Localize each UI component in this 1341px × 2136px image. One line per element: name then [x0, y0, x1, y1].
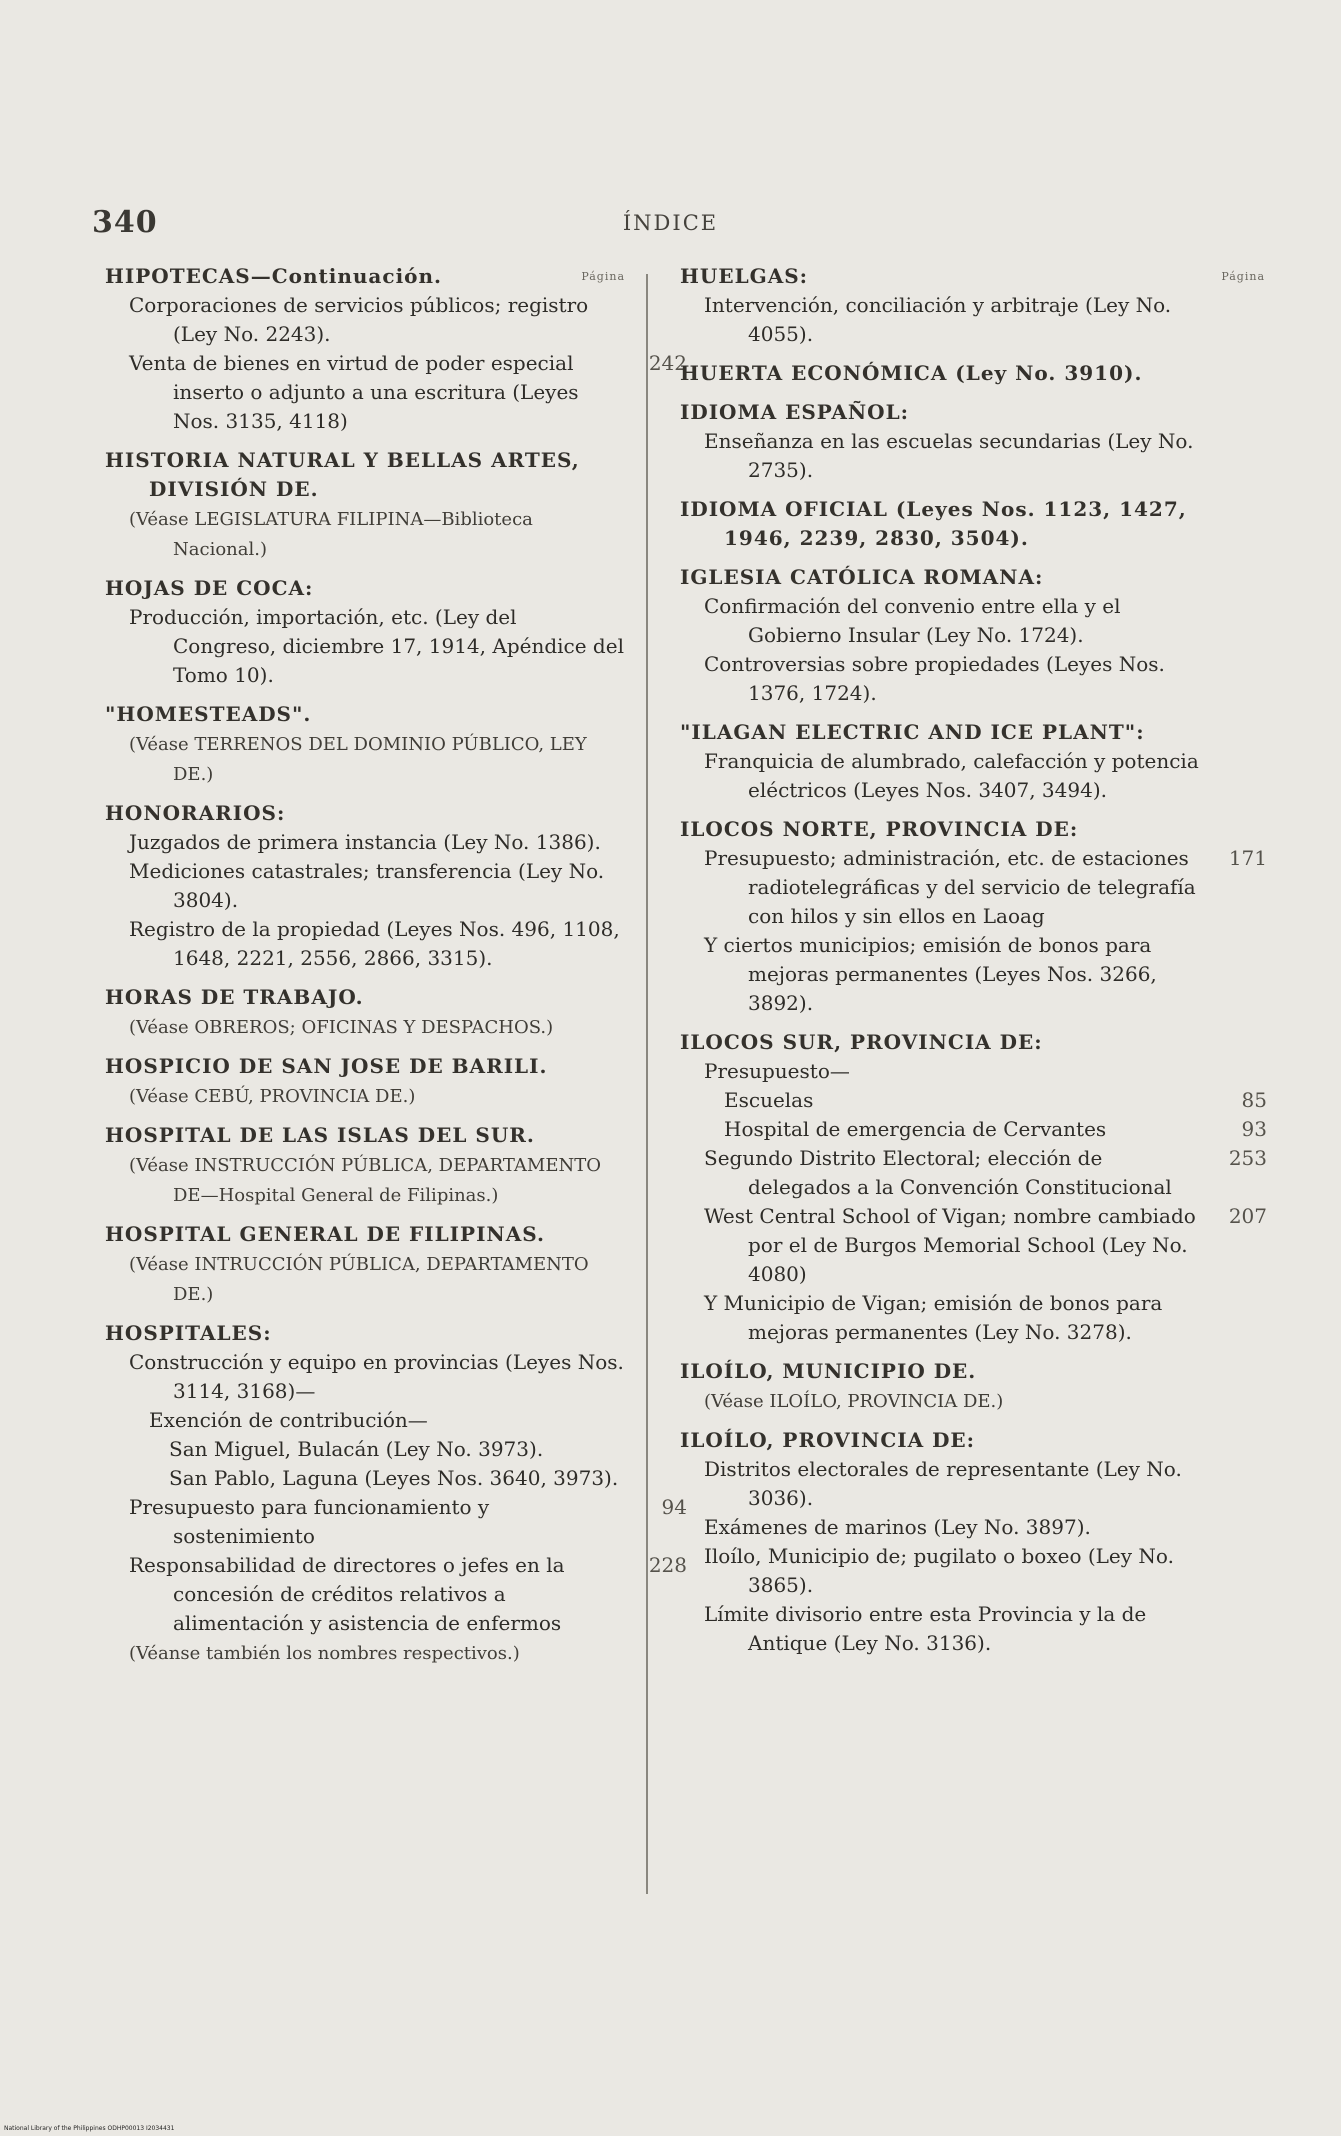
index-entry	[105, 700, 625, 789]
entry-subline	[105, 915, 625, 973]
index-entry	[105, 446, 625, 564]
see-reference	[105, 729, 625, 789]
subline-text: Intervención, conciliación y arbitraje (Ley No. 4055).	[704, 293, 1172, 346]
entry-subline	[105, 1464, 625, 1493]
entry-subline	[105, 857, 625, 915]
subline-text: Exámenes de marinos (Ley No. 3897).	[704, 1515, 1091, 1539]
index-entry	[680, 1028, 1267, 1347]
entry-subline	[680, 427, 1205, 485]
page-reference: 207	[1228, 1204, 1267, 1228]
entry-heading: ILOÍLO, MUNICIPIO DE.	[680, 1359, 977, 1383]
subline-text: Escuelas	[724, 1088, 814, 1112]
footer-credit: National Library of the Philippines ODHP00013 I2034431	[4, 2125, 175, 2132]
index-entry	[680, 1426, 1205, 1658]
entry-heading: HOSPITAL GENERAL DE FILIPINAS.	[105, 1222, 545, 1246]
index-entry	[105, 262, 687, 436]
page-reference: 94	[661, 1495, 687, 1519]
entry-heading: ILOCOS NORTE, PROVINCIA DE:	[680, 817, 1079, 841]
entry-heading: "HOMESTEADS".	[105, 702, 312, 726]
see-reference	[105, 504, 625, 564]
page-reference: 93	[1241, 1117, 1267, 1141]
subline-text: Límite divisorio entre esta Provincia y la de Antique (Ley No. 3136).	[704, 1602, 1147, 1655]
index-entry	[680, 398, 1205, 485]
entry-heading: IDIOMA ESPAÑOL:	[680, 400, 910, 424]
entry-heading: HOSPICIO DE SAN JOSE DE BARILI.	[105, 1054, 548, 1078]
page-reference: 228	[648, 1553, 687, 1577]
subline-text: Corporaciones de servicios públicos; registro (Ley No. 2243).	[129, 293, 589, 346]
entry-subline	[680, 1513, 1205, 1542]
pagina-label: Página	[581, 270, 625, 283]
page-reference: 253	[1228, 1146, 1267, 1170]
page-reference: 171	[1228, 846, 1267, 870]
subline-text: Y ciertos municipios; emisión de bonos para mejoras permanentes (Leyes Nos. 3266, 3892).	[704, 933, 1157, 1015]
subline-text: Responsabilidad de directores o jefes en la concesión de créditos relativos a alimentación y asistencia de enfermos	[129, 1553, 565, 1635]
subline-text: Exención de contribución—	[149, 1408, 428, 1432]
page-number: 340	[92, 205, 158, 240]
subline-text: Mediciones catastrales; transferencia (Ley No. 3804).	[129, 859, 605, 912]
entry-subline	[680, 1455, 1205, 1513]
see-reference	[105, 1012, 625, 1042]
entry-subline	[680, 592, 1205, 650]
index-entry	[105, 799, 625, 973]
index-entry	[105, 574, 625, 690]
entry-heading: HUERTA ECONÓMICA (Ley No. 3910).	[680, 361, 1143, 385]
page-reference: 242	[648, 351, 687, 375]
page-reference: 85	[1241, 1088, 1267, 1112]
entry-heading: HUELGAS:	[680, 264, 809, 288]
index-entry	[680, 262, 1205, 349]
subline-text: Confirmación del convenio entre ella y el Gobierno Insular (Ley No. 1724).	[704, 594, 1121, 647]
subline-text: Registro de la propiedad (Leyes Nos. 496, 1108, 1648, 2221, 2556, 2866, 3315).	[129, 917, 620, 970]
entry-subline	[680, 931, 1205, 1018]
entry-heading: HONORARIOS:	[105, 801, 286, 825]
page-title: ÍNDICE	[622, 211, 719, 235]
column-divider	[646, 274, 648, 1894]
index-column-left	[105, 262, 687, 1678]
see-reference	[105, 1249, 625, 1309]
subline-text: (Véase INTRUCCIÓN PÚBLICA, DEPARTAMENTO DE.)	[129, 1254, 589, 1305]
subline-text: (Véanse también los nombres respectivos.)	[129, 1643, 520, 1664]
subline-text: (Véase CEBÚ, PROVINCIA DE.)	[129, 1086, 416, 1107]
subline-text: San Miguel, Bulacán (Ley No. 3973).	[169, 1437, 544, 1461]
entry-heading: HOSPITALES:	[105, 1321, 272, 1345]
index-entry	[105, 1319, 687, 1668]
subline-text: Hospital de emergencia de Cervantes	[724, 1117, 1107, 1141]
entry-subline	[680, 1057, 1205, 1086]
subline-text: Venta de bienes en virtud de poder especial inserto o adjunto a una escritura (Leyes Nos. 3135, 4118)	[129, 351, 579, 433]
page-header	[0, 205, 1341, 245]
see-reference	[105, 1081, 625, 1111]
entry-heading: ILOCOS SUR, PROVINCIA DE:	[680, 1030, 1043, 1054]
see-reference	[105, 1638, 625, 1668]
index-entry	[680, 359, 1205, 388]
entry-heading: HOJAS DE COCA:	[105, 576, 314, 600]
subline-text: West Central School of Vigan; nombre cambiado por el de Burgos Memorial School (Ley No. 4080)	[704, 1204, 1196, 1286]
index-entry	[105, 1220, 625, 1309]
entry-subline	[105, 603, 625, 690]
pagina-label: Página	[1221, 270, 1265, 283]
subline-text: Construcción y equipo en provincias (Leyes Nos. 3114, 3168)—	[129, 1350, 624, 1403]
entry-subline	[105, 1406, 625, 1435]
subline-text: (Véase OBREROS; OFICINAS Y DESPACHOS.)	[129, 1017, 554, 1038]
entry-subline	[680, 1542, 1205, 1600]
subline-text: Juzgados de primera instancia (Ley No. 1386).	[129, 830, 601, 854]
subline-text: Controversias sobre propiedades (Leyes Nos. 1376, 1724).	[704, 652, 1165, 705]
entry-subline	[105, 1348, 625, 1406]
entry-subline	[680, 1115, 1267, 1144]
subline-text: Iloílo, Municipio de; pugilato o boxeo (Ley No. 3865).	[704, 1544, 1174, 1597]
entry-subline	[680, 1289, 1205, 1347]
entry-subline	[105, 1551, 687, 1638]
entry-subline	[680, 1202, 1267, 1289]
entry-subline	[105, 1493, 687, 1551]
subline-text: Franquicia de alumbrado, calefacción y potencia eléctricos (Leyes Nos. 3407, 3494).	[704, 749, 1199, 802]
index-entry	[680, 495, 1205, 553]
subline-text: Distritos electorales de representante (Ley No. 3036).	[704, 1457, 1182, 1510]
see-reference	[680, 1386, 1205, 1416]
entry-subline	[680, 650, 1205, 708]
entry-heading: HORAS DE TRABAJO.	[105, 985, 364, 1009]
entry-heading: HIPOTECAS—Continuación.	[105, 264, 443, 288]
index-entry	[680, 718, 1205, 805]
entry-heading: HOSPITAL DE LAS ISLAS DEL SUR.	[105, 1123, 535, 1147]
entry-heading: HISTORIA NATURAL Y BELLAS ARTES, DIVISIÓN DE.	[105, 448, 580, 501]
entry-heading: IGLESIA CATÓLICA ROMANA:	[680, 565, 1044, 589]
see-reference	[105, 1150, 625, 1210]
subline-text: Presupuesto—	[704, 1059, 850, 1083]
entry-subline	[105, 291, 625, 349]
subline-text: Presupuesto para funcionamiento y sostenimiento	[129, 1495, 490, 1548]
entry-subline	[105, 349, 687, 436]
index-entry	[680, 563, 1205, 708]
subline-text: (Véase INSTRUCCIÓN PÚBLICA, DEPARTAMENTO DE—Hospital General de Filipinas.)	[129, 1155, 602, 1206]
subline-text: Y Municipio de Vigan; emisión de bonos para mejoras permanentes (Ley No. 3278).	[704, 1291, 1163, 1344]
subline-text: Producción, importación, etc. (Ley del Congreso, diciembre 17, 1914, Apéndice del Tomo 10).	[129, 605, 624, 687]
subline-text: (Véase TERRENOS DEL DOMINIO PÚBLICO, LEY DE.)	[129, 734, 587, 785]
entry-heading: IDIOMA OFICIAL (Leyes Nos. 1123, 1427, 1946, 2239, 2830, 3504).	[680, 497, 1187, 550]
entry-subline	[680, 1600, 1205, 1658]
index-entry	[105, 983, 625, 1042]
index-entry	[105, 1052, 625, 1111]
entry-subline	[680, 291, 1205, 349]
index-entry	[105, 1121, 625, 1210]
entry-subline	[680, 747, 1205, 805]
subline-text: Segundo Distrito Electoral; elección de delegados a la Convención Constitucional	[704, 1146, 1172, 1199]
entry-subline	[680, 844, 1267, 931]
entry-heading: ILOÍLO, PROVINCIA DE:	[680, 1428, 976, 1452]
entry-subline	[680, 1086, 1267, 1115]
entry-subline	[680, 1144, 1267, 1202]
entry-subline	[105, 828, 625, 857]
index-entry	[680, 815, 1267, 1018]
subline-text: Enseñanza en las escuelas secundarias (Ley No. 2735).	[704, 429, 1194, 482]
subline-text: Presupuesto; administración, etc. de estaciones radiotelegráficas y del servicio de telegrafía con hilos y sin ellos en Laoag	[704, 846, 1196, 928]
index-entry	[680, 1357, 1205, 1416]
entry-heading: "ILAGAN ELECTRIC AND ICE PLANT":	[680, 720, 1145, 744]
subline-text: San Pablo, Laguna (Leyes Nos. 3640, 3973).	[169, 1466, 619, 1490]
entry-subline	[105, 1435, 625, 1464]
subline-text: (Véase LEGISLATURA FILIPINA—Biblioteca Nacional.)	[129, 509, 533, 560]
index-column-right	[680, 262, 1267, 1668]
subline-text: (Véase ILOÍLO, PROVINCIA DE.)	[704, 1391, 1004, 1412]
